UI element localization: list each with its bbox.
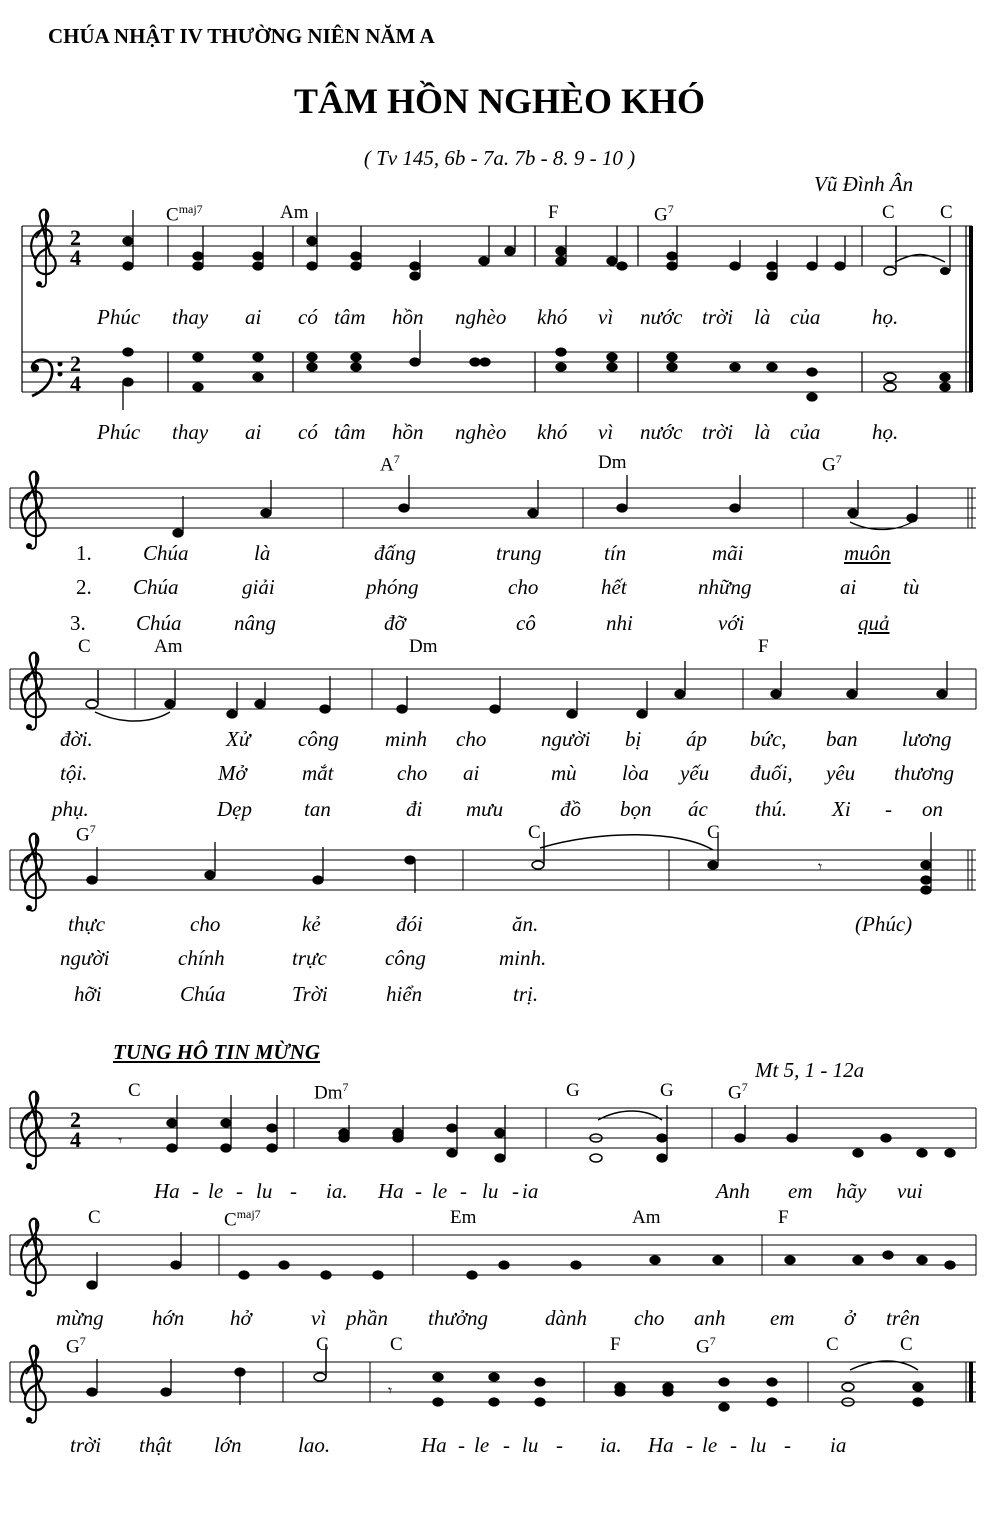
- lyric-syllable: lu: [750, 1433, 767, 1457]
- lyric-syllable: ia.: [600, 1433, 622, 1457]
- chord-symbol: $C^{maj7}$: [166, 202, 203, 226]
- lyric-syllable: trên: [886, 1306, 920, 1330]
- lyric-syllable: đỡ: [384, 611, 406, 635]
- lyric-syllable: Ha: [154, 1179, 180, 1203]
- lyric-syllable: -: [503, 1433, 510, 1457]
- lyric-syllable: hồn: [392, 305, 424, 329]
- lyric-syllable: những: [698, 575, 752, 599]
- verse-number: 2.: [76, 575, 92, 599]
- lyric-syllable: hớn: [152, 1306, 185, 1330]
- lyric-syllable: le: [474, 1433, 490, 1457]
- lyric-syllable: giải: [242, 575, 275, 599]
- chord-symbol: Am: [154, 636, 183, 657]
- svg-text:𝄾: 𝄾: [118, 1133, 123, 1150]
- lyric-syllable: lớn: [214, 1433, 242, 1457]
- lyric-syllable: chính: [178, 946, 225, 970]
- lyric-syllable: khó: [537, 420, 568, 444]
- lyric-syllable: trời: [70, 1433, 102, 1457]
- chord-symbol: Dm: [598, 452, 627, 473]
- lyric-syllable: hết: [601, 575, 627, 599]
- lyric-syllable: ia: [522, 1179, 539, 1203]
- lyric-syllable: Xi: [832, 797, 851, 821]
- lyric-syllable: bức,: [750, 727, 787, 751]
- chord-symbol: C: [128, 1080, 141, 1101]
- chord-symbol: C: [78, 636, 91, 657]
- lyric-syllable: -: [458, 1433, 465, 1457]
- lyric-syllable: -: [236, 1179, 243, 1203]
- lyric-syllable: có: [298, 420, 318, 444]
- lyric-syllable: cho: [508, 575, 539, 599]
- lyric-syllable: mãi: [712, 541, 744, 565]
- lyric-syllable: đi: [406, 797, 423, 821]
- svg-text:2: 2: [70, 351, 81, 376]
- chord-symbol: $G^7$: [654, 202, 674, 226]
- lyric-syllable: nâng: [234, 611, 276, 635]
- lyric-syllable: ăn.: [512, 912, 539, 936]
- lyric-syllable: có: [298, 305, 318, 329]
- lyric-syllable: mù: [551, 761, 577, 785]
- chord-symbol: Em: [450, 1207, 477, 1228]
- lyric-syllable: Phúc: [97, 420, 141, 444]
- chord-symbol: $G^7$: [728, 1080, 748, 1104]
- lyric-syllable: người: [60, 946, 110, 970]
- lyric-syllable: người: [541, 727, 591, 751]
- lyric-syllable: yêu: [826, 761, 856, 785]
- lyric-syllable: vì: [598, 420, 614, 444]
- svg-text:4: 4: [70, 245, 81, 270]
- lyric-syllable: lu: [522, 1433, 539, 1457]
- lyric-syllable: ở: [844, 1306, 856, 1330]
- lyric-syllable: áp: [686, 727, 707, 751]
- lyric-syllable: -: [686, 1433, 693, 1457]
- lyric-syllable: thật: [139, 1433, 172, 1457]
- lyric-syllable: Chúa: [143, 541, 189, 565]
- svg-text:2: 2: [70, 225, 81, 250]
- verse-number: 3.: [70, 611, 86, 635]
- lyric-syllable: ai: [245, 420, 262, 444]
- lyric-syllable: -: [512, 1179, 519, 1203]
- lyric-syllable: lu: [482, 1179, 499, 1203]
- lyric-syllable: cho: [634, 1306, 665, 1330]
- lyric-syllable: -: [556, 1433, 563, 1457]
- lyric-syllable: tâm: [334, 420, 366, 444]
- lyric-syllable: ia: [830, 1433, 847, 1457]
- chord-symbol: $G^7$: [822, 452, 842, 476]
- lyric-syllable: là: [754, 420, 771, 444]
- lyric-syllable: đồ: [560, 797, 581, 821]
- psalm-reference: ( Tv 145, 6b - 7a. 7b - 8. 9 - 10 ): [363, 146, 636, 170]
- lyric-syllable: Dẹp: [217, 797, 252, 821]
- lyric-syllable: đấng: [374, 541, 416, 565]
- chord-symbol: $A^7$: [380, 452, 400, 476]
- lyric-syllable: minh: [385, 727, 427, 751]
- lyric-syllable: quả: [858, 611, 890, 635]
- chord-symbol: Am: [280, 202, 309, 223]
- lyric-syllable: ai: [463, 761, 480, 785]
- lyric-syllable: lu: [256, 1179, 273, 1203]
- lyric-syllable: lương: [902, 727, 952, 751]
- chord-symbol: C: [826, 1334, 839, 1355]
- lyric-syllable: công: [385, 946, 426, 970]
- lyric-syllable: (Phúc): [855, 912, 913, 936]
- lyric-syllable: là: [754, 305, 771, 329]
- lyric-syllable: hiển: [386, 982, 423, 1006]
- lyric-syllable: dành: [545, 1306, 587, 1330]
- occasion-heading: CHÚA NHẬT IV THƯỜNG NIÊN NĂM A: [48, 24, 435, 48]
- lyric-syllable: nghèo: [455, 420, 507, 444]
- lyric-syllable: của: [790, 305, 821, 329]
- lyric-syllable: em: [788, 1179, 813, 1203]
- chord-symbol: C: [940, 202, 953, 223]
- lyric-syllable: nước: [640, 305, 683, 329]
- lyric-syllable: phụ.: [52, 797, 89, 821]
- chord-symbol: C: [707, 822, 720, 843]
- chord-symbol: F: [548, 202, 559, 223]
- lyric-syllable: ai: [840, 575, 857, 599]
- lyric-syllable: minh.: [499, 946, 547, 970]
- lyric-syllable: nhi: [606, 611, 633, 635]
- lyric-syllable: Anh: [716, 1179, 750, 1203]
- gospel-reference: Mt 5, 1 - 12a: [755, 1058, 865, 1082]
- lyric-syllable: tín: [604, 541, 627, 565]
- lyric-syllable: muôn: [844, 541, 891, 565]
- chord-symbol: $G^7$: [76, 822, 96, 846]
- lyric-syllable: -: [415, 1179, 422, 1203]
- chord-symbol: Am: [632, 1207, 661, 1228]
- lyric-syllable: le: [208, 1179, 224, 1203]
- lyric-syllable: cho: [397, 761, 428, 785]
- lyric-syllable: ai: [245, 305, 262, 329]
- lyric-syllable: trời: [702, 305, 734, 329]
- lyric-syllable: thương: [894, 761, 954, 785]
- lyric-syllable: Mở: [218, 761, 247, 785]
- lyric-syllable: khó: [537, 305, 568, 329]
- chord-symbol: F: [778, 1207, 789, 1228]
- lyric-syllable: tù: [903, 575, 920, 599]
- lyric-syllable: phần: [346, 1306, 388, 1330]
- lyric-syllable: lao.: [298, 1433, 331, 1457]
- lyric-syllable: Xử: [226, 727, 251, 751]
- lyric-syllable: đuối,: [750, 761, 793, 785]
- lyric-syllable: on: [922, 797, 943, 821]
- lyric-syllable: tan: [304, 797, 331, 821]
- chord-symbol: $G^7$: [696, 1334, 716, 1358]
- lyric-syllable: thực: [68, 912, 106, 936]
- lyric-syllable: đời.: [60, 727, 93, 751]
- svg-text:2: 2: [70, 1107, 81, 1132]
- lyric-syllable: kẻ: [302, 912, 321, 936]
- lyric-syllable: -: [784, 1433, 791, 1457]
- lyric-syllable: Chúa: [136, 611, 182, 635]
- lyric-syllable: bọn: [620, 797, 652, 821]
- composer-name: Vũ Đình Ân: [814, 172, 914, 196]
- lyric-syllable: công: [298, 727, 339, 751]
- lyric-syllable: mừng: [56, 1306, 104, 1330]
- lyric-syllable: ban: [826, 727, 858, 751]
- chord-symbol: C: [528, 822, 541, 843]
- lyric-syllable: họ.: [872, 305, 899, 329]
- lyric-syllable: đói: [396, 912, 423, 936]
- lyric-syllable: le: [432, 1179, 448, 1203]
- lyric-syllable: mưu: [466, 797, 504, 821]
- lyric-syllable: yếu: [680, 761, 710, 785]
- lyric-syllable: Ha: [421, 1433, 447, 1457]
- chord-symbol: F: [758, 636, 769, 657]
- lyric-syllable: vui: [897, 1179, 923, 1203]
- lyric-syllable: nghèo: [455, 305, 507, 329]
- lyric-syllable: -: [460, 1179, 467, 1203]
- lyric-syllable: là: [254, 541, 271, 565]
- svg-text:𝄾: 𝄾: [818, 859, 823, 876]
- lyric-syllable: em: [770, 1306, 795, 1330]
- lyric-syllable: cô: [516, 611, 536, 635]
- lyric-syllable: Ha: [378, 1179, 404, 1203]
- chord-symbol: $G^7$: [66, 1334, 86, 1358]
- chord-symbol: G: [660, 1080, 674, 1101]
- lyric-syllable: Chúa: [133, 575, 179, 599]
- chord-symbol: Dm$^7$: [314, 1080, 349, 1104]
- chord-symbol: C: [88, 1207, 101, 1228]
- lyric-syllable: mắt: [302, 761, 334, 785]
- lyric-syllable: -: [192, 1179, 199, 1203]
- lyric-syllable: họ.: [872, 420, 899, 444]
- chord-symbol: C: [882, 202, 895, 223]
- lyric-syllable: hồn: [392, 420, 424, 444]
- lyric-syllable: anh: [694, 1306, 726, 1330]
- chord-symbol: F: [610, 1334, 621, 1355]
- lyric-syllable: của: [790, 420, 821, 444]
- lyric-syllable: ác: [688, 797, 708, 821]
- chord-symbol: C: [316, 1334, 329, 1355]
- lyric-syllable: trung: [496, 541, 542, 565]
- svg-text:4: 4: [70, 371, 81, 396]
- lyric-syllable: hỡi: [74, 982, 102, 1006]
- lyric-syllable: vì: [598, 305, 614, 329]
- lyric-syllable: trị.: [513, 982, 539, 1006]
- lyric-syllable: trời: [702, 420, 734, 444]
- chord-symbol: $C^{maj7}$: [224, 1207, 261, 1231]
- lyric-syllable: cho: [190, 912, 221, 936]
- chord-symbol: C: [900, 1334, 913, 1355]
- lyric-syllable: Ha: [648, 1433, 674, 1457]
- chord-symbol: Dm: [409, 636, 438, 657]
- lyric-syllable: vì: [311, 1306, 327, 1330]
- lyric-syllable: hãy: [836, 1179, 867, 1203]
- verse-number: 1.: [76, 541, 92, 565]
- lyric-syllable: tội.: [60, 761, 88, 785]
- svg-text:𝄾: 𝄾: [388, 1383, 393, 1400]
- lyric-syllable: bị: [625, 727, 642, 751]
- lyric-syllable: Chúa: [180, 982, 226, 1006]
- lyric-syllable: nước: [640, 420, 683, 444]
- lyric-syllable: lòa: [622, 761, 649, 785]
- lyric-syllable: trực: [292, 946, 327, 970]
- lyric-syllable: ia.: [326, 1179, 348, 1203]
- lyric-syllable: -: [885, 797, 892, 821]
- lyric-syllable: phóng: [366, 575, 419, 599]
- lyric-syllable: Trời: [292, 982, 328, 1006]
- lyric-syllable: cho: [456, 727, 487, 751]
- lyric-syllable: -: [290, 1179, 297, 1203]
- chord-symbol: C: [390, 1334, 403, 1355]
- song-title: TÂM HỒN NGHÈO KHÓ: [293, 81, 705, 121]
- lyric-syllable: thưởng: [428, 1306, 488, 1330]
- lyric-syllable: tâm: [334, 305, 366, 329]
- chord-symbol: G: [566, 1080, 580, 1101]
- lyric-syllable: thay: [172, 420, 209, 444]
- svg-text:4: 4: [70, 1127, 81, 1152]
- lyric-syllable: le: [702, 1433, 718, 1457]
- lyric-syllable: Phúc: [97, 305, 141, 329]
- lyric-syllable: thú.: [755, 797, 788, 821]
- lyric-syllable: với: [718, 611, 745, 635]
- gospel-section-title: TUNG HÔ TIN MỪNG: [113, 1040, 321, 1064]
- lyric-syllable: -: [730, 1433, 737, 1457]
- lyric-syllable: hở: [230, 1306, 252, 1330]
- lyric-syllable: thay: [172, 305, 209, 329]
